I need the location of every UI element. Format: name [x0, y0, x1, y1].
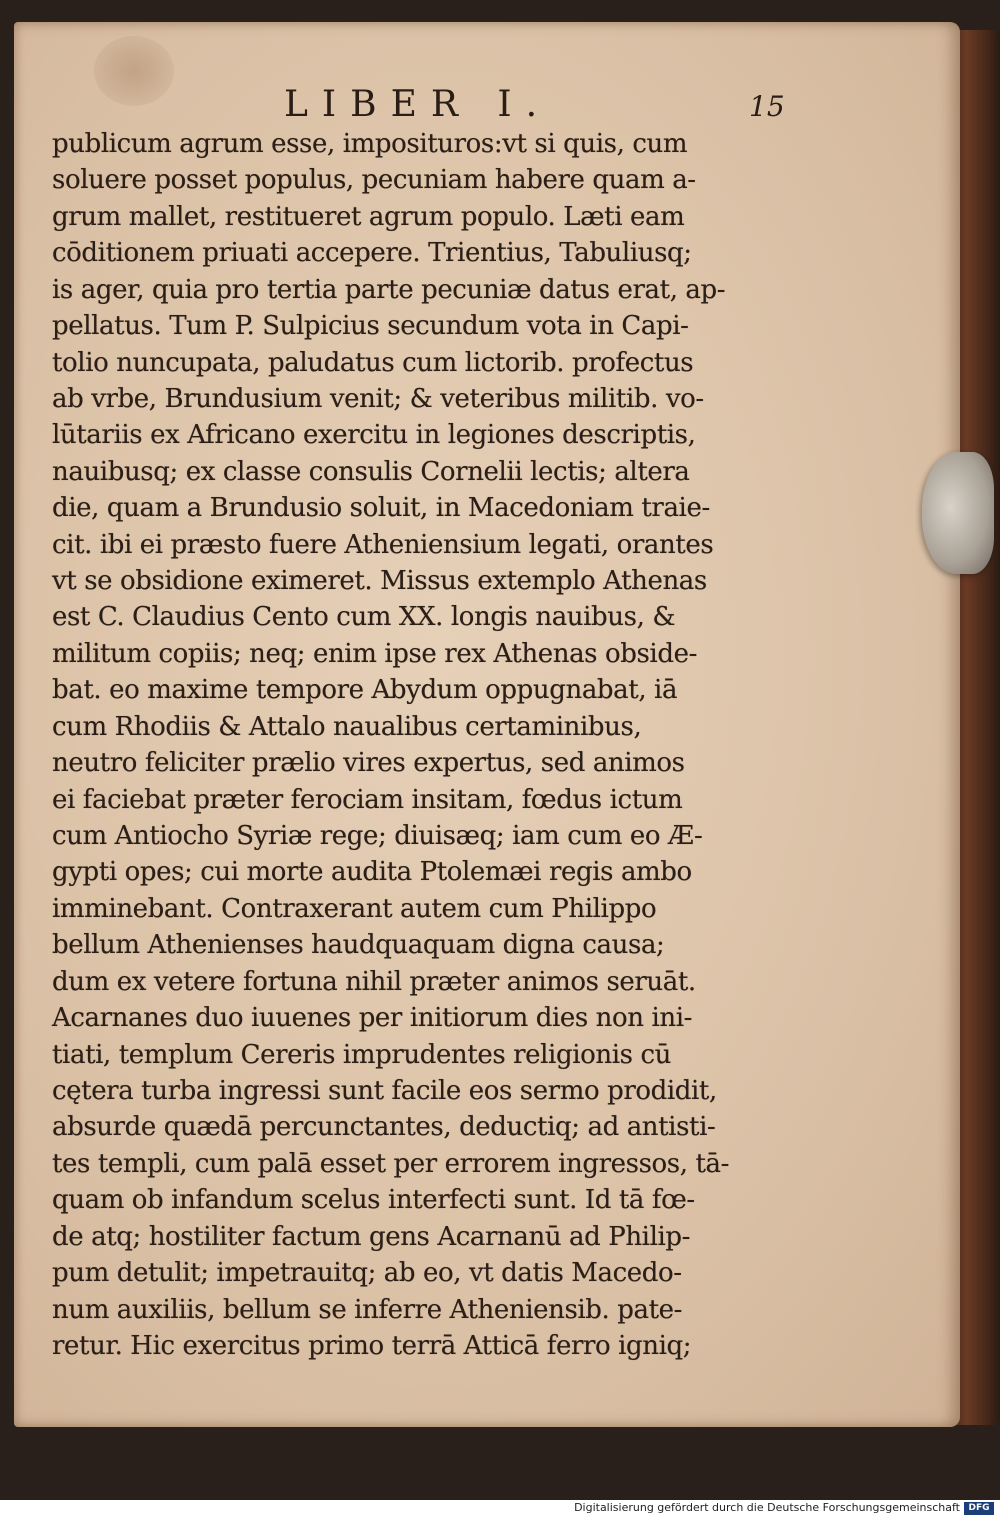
running-title: LIBER I.: [284, 84, 552, 125]
page-clip: [922, 452, 994, 574]
text-line: est C. Claudius Cento cum XX. longis nauibus, &: [52, 602, 676, 633]
text-line: bat. eo maxime tempore Abydum oppugnabat, iā: [52, 675, 678, 706]
text-line: Acarnanes duo iuuenes per initiorum dies non ini-: [52, 1003, 693, 1034]
text-line: pellatus. Tum P. Sulpicius secundum vota in Capi-: [52, 311, 689, 342]
text-line: grum mallet, restitueret agrum populo. Læti eam: [52, 201, 685, 232]
text-line: dum ex vetere fortuna nihil præter animos seruāt.: [52, 966, 696, 997]
text-line: retur. Hic exercitus primo terrā Atticā ferro igniq;: [52, 1330, 692, 1361]
text-line: cit. ibi ei præsto fuere Atheniensium legati, orantes: [52, 529, 714, 560]
text-line: vt se obsidione eximeret. Missus extemplo Athenas: [52, 566, 707, 597]
text-line: nauibusq; ex classe consulis Cornelii lectis; altera: [52, 456, 690, 487]
running-head: [54, 84, 794, 130]
text-line: neutro feliciter prælio vires expertus, sed animos: [52, 748, 685, 779]
text-line: de atq; hostiliter factum gens Acarnanū ad Philip-: [52, 1221, 691, 1252]
text-line: tes templi, cum palā esset per errorem ingressos, tā-: [52, 1148, 729, 1179]
text-line: ab vrbe, Brundusium venit; & veteribus militib. vo-: [52, 383, 704, 414]
text-line: tiati, templum Cereris imprudentes religionis cū: [52, 1039, 671, 1070]
page-number: 15: [749, 90, 785, 123]
dfg-logo: DFG: [964, 1502, 994, 1515]
text-line: soluere posset populus, pecuniam habere quam a-: [52, 165, 696, 196]
text-line: cōditionem priuati accepere. Trientius, Tabuliusq;: [52, 238, 692, 269]
text-line: pum detulit; impetrauitq; ab eo, vt datis Macedo-: [52, 1258, 682, 1289]
text-line: gypti opes; cui morte audita Ptolemæi regis ambo: [52, 857, 692, 888]
text-line: absurde quædā percunctantes, deductiq; ad antisti-: [52, 1112, 716, 1143]
text-line: imminebant. Contraxerant autem cum Philippo: [52, 893, 657, 924]
text-line: cum Antiocho Syriæ rege; diuisæq; iam cum eo Æ-: [52, 821, 703, 852]
text-line: quam ob infandum scelus interfecti sunt. Id tā fœ-: [52, 1185, 695, 1216]
text-line: lūtariis ex Africano exercitu in legiones descriptis,: [52, 420, 696, 451]
funding-note: Digitalisierung gefördert durch die Deutsche Forschungsgemeinschaft: [574, 1501, 960, 1514]
text-line: is ager, quia pro tertia parte pecuniæ datus erat, ap-: [52, 274, 726, 305]
text-line: cętera turba ingressi sunt facile eos sermo prodidit,: [52, 1075, 717, 1106]
text-line: bellum Athenienses haudquaquam digna causa;: [52, 930, 665, 961]
text-line: die, quam a Brundusio soluit, in Macedoniam traie-: [52, 493, 710, 524]
text-line: tolio nuncupata, paludatus cum lictorib. profectus: [52, 347, 694, 378]
body-text: [52, 126, 772, 1364]
text-line: ei faciebat præter ferociam insitam, fœdus ictum: [52, 784, 683, 815]
text-line: publicum agrum esse, imposituros:vt si quis, cum: [52, 129, 688, 159]
text-line: cum Rhodiis & Attalo naualibus certaminibus,: [52, 711, 642, 742]
book-page: [14, 22, 960, 1427]
text-line: militum copiis; neq; enim ipse rex Athenas obside-: [52, 638, 697, 669]
text-line: num auxiliis, bellum se inferre Atheniensib. pate-: [52, 1294, 683, 1325]
footer-bar: [0, 1500, 1000, 1518]
